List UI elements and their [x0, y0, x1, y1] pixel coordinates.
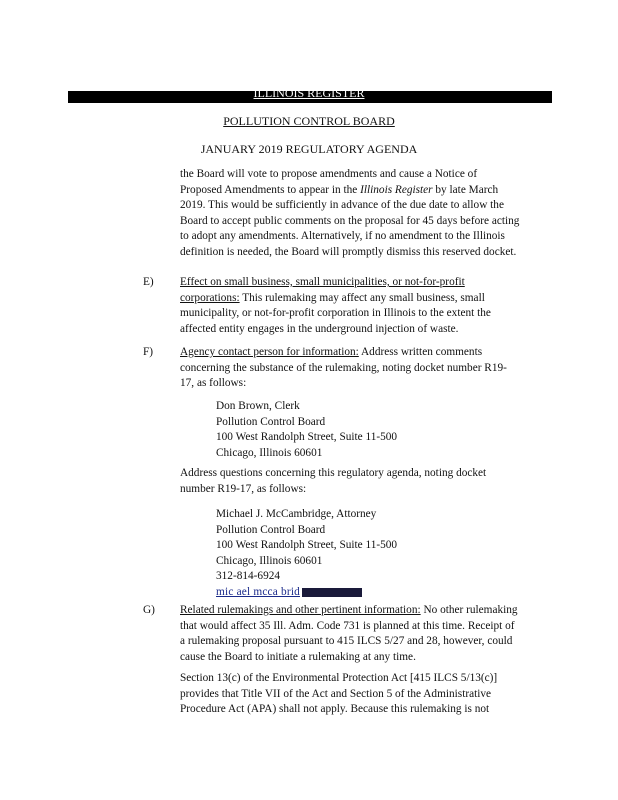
section-g-heading: Related rulemakings and other pertinent information:	[180, 604, 421, 616]
contact-attorney-street: 100 West Randolph Street, Suite 11-500	[216, 539, 398, 552]
contact-attorney-org: Pollution Control Board	[216, 523, 326, 536]
intro-paragraph	[180, 167, 520, 261]
section-f-heading: Agency contact person for information:	[180, 346, 359, 358]
scan-smudge	[302, 588, 362, 597]
section-g-paragraph-2: Section 13(c) of the Environmental Protection Act [415 ILCS 5/13(c)] provides that Title VII of the Act and Section 5 of the Administrative Procedure Act (APA) shall not apply. Because this rulemaking is not	[180, 672, 498, 716]
contact-clerk-org: Pollution Control Board	[216, 415, 326, 428]
intro-text-1: the Board will vote to propose amendments and cause a Notice of Proposed Amendments to appear in the	[180, 168, 478, 196]
intro-italic-register: Illinois Register	[360, 183, 433, 196]
contact-attorney-name: Michael J. McCambridge, Attorney	[216, 508, 377, 520]
contact-attorney-email-link[interactable]: mic ael mcca brid	[216, 585, 301, 598]
section-f-text: Address written comments concerning the substance of the rulemaking, noting docket number R19-17, as follows:	[180, 346, 507, 390]
contact-clerk-address	[216, 399, 397, 461]
section-f-body	[180, 345, 520, 392]
agency-title: POLLUTION CONTROL BOARD	[223, 114, 395, 128]
register-title: ILLINOIS REGISTER	[253, 86, 365, 100]
section-e-label: E)	[143, 276, 154, 288]
contact-attorney-phone: 312-814-6924	[216, 570, 281, 583]
contact-clerk-city: Chicago, Illinois 60601	[216, 446, 323, 459]
section-e-heading: Effect on small business, small municipalities, or not-for-profit corporations:	[180, 276, 465, 304]
section-e-text: This rulemaking may affect any small business, small municipality, or not-for-profit corporation in Illinois to the extent the affected entity engages in the underground injection of waste.	[180, 291, 491, 335]
section-g-text: No other rulemaking that would affect 35 Ill. Adm. Code 731 is planned at this time. Receipt of a rulemaking proposal pursuant to 415 ILCS 5/27 and 28, however, could cause the Board to initiate a rulemaking at any time.	[180, 604, 518, 663]
section-g-label: G)	[143, 604, 155, 616]
section-g-body	[180, 603, 520, 665]
agenda-title: JANUARY 2019 REGULATORY AGENDA	[200, 142, 418, 156]
section-e-body	[180, 275, 520, 337]
contact-clerk-street: 100 West Randolph Street, Suite 11-500	[216, 431, 398, 444]
questions-paragraph: Address questions concerning this regulatory agenda, noting docket number R19-17, as follows:	[180, 467, 487, 495]
contact-clerk-name: Don Brown, Clerk	[216, 400, 300, 412]
contact-attorney-city: Chicago, Illinois 60601	[216, 554, 323, 567]
contact-attorney-email-line	[216, 585, 397, 601]
section-f-label: F)	[143, 346, 154, 358]
contact-attorney-address	[216, 507, 397, 601]
intro-text-2: by late March 2019. This would be sufficiently in advance of the due date to allow the Board to accept public comments on the proposal for 45 days before acting to adopt any amendments. Alternatively, if no amendment to the Illinois definition is needed, the Board will promptly dismiss this reserved docket.	[180, 183, 520, 258]
